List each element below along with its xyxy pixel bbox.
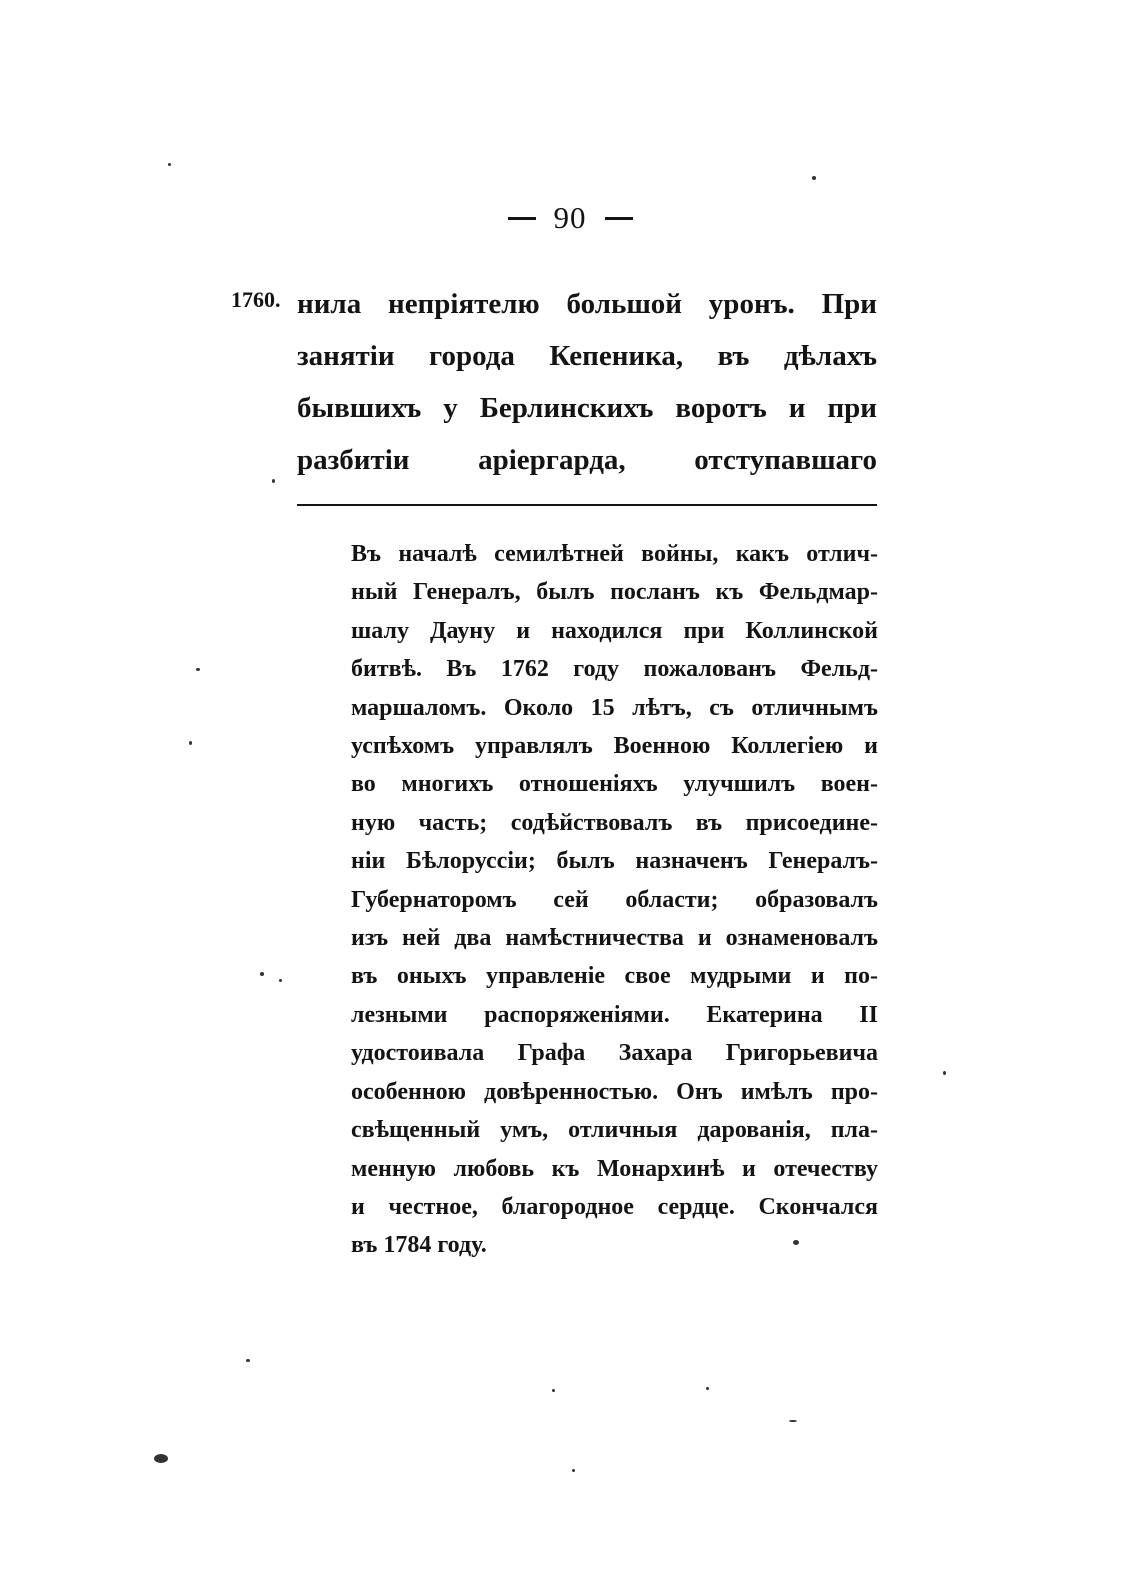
footnote-line: битвѣ. Въ 1762 году пожалованъ Фельд- [351,656,878,683]
scan-speck [789,1420,797,1422]
footnote-line: въ 1784 году. [351,1232,487,1259]
main-text-line: занятіи города Кепеника, въ дѣлахъ [297,340,877,372]
scan-speck [272,479,275,483]
scan-speck [552,1389,555,1392]
main-text-line: нила непріятелю большой уронъ. При [297,288,877,320]
main-text-line: бывшихъ у Берлинскихъ воротъ и при [297,392,877,424]
header-dash-right [605,217,633,220]
main-text-line: разбитіи аріергарда, отступавшаго [297,444,877,476]
scan-speck [706,1387,709,1390]
scan-speck [189,741,192,745]
scan-speck [196,668,200,671]
footnote-line: успѣхомъ управлялъ Военною Коллегіею и [351,733,878,760]
footnote-line: ный Генералъ, былъ посланъ къ Фельдмар- [351,579,878,606]
scan-speck [154,1454,168,1463]
footnote-line: во многихъ отношеніяхъ улучшилъ воен- [351,771,878,798]
footnote-line: свѣщенный умъ, отличныя дарованія, пла- [351,1117,878,1144]
scan-speck [246,1359,250,1362]
footnote-line: ніи Бѣлоруссіи; былъ назначенъ Генералъ- [351,848,878,875]
margin-year-note: 1760. [231,287,281,312]
footnote-line: и честное, благородное сердце. Скончался [351,1193,878,1220]
page-number: 90 [553,200,587,235]
footnote-line: въ оныхъ управленіе свое мудрыми и по- [351,963,878,990]
footnote [351,535,878,1265]
scan-speck [812,176,816,180]
footnote-line: удостоивала Графа Захара Григорьевича [351,1040,878,1067]
footnote-line: Въ началѣ семилѣтней войны, какъ отлич- [351,541,878,567]
footnote-line: шалу Дауну и находился при Коллинской [351,617,878,644]
main-text [297,278,877,486]
footnote-line: Губернаторомъ сей области; образовалъ [351,886,878,913]
footnote-line: изъ ней два намѣстничества и ознаменовалъ [351,925,878,952]
footnote-line: ную часть; содѣйствовалъ въ присоедине- [351,809,878,836]
scan-speck [943,1071,946,1075]
footnote-line: менную любовь къ Монархинѣ и отечеству [351,1155,878,1182]
scan-speck [793,1240,799,1245]
footnote-separator-rule [297,504,877,506]
footnote-line: маршаломъ. Около 15 лѣтъ, съ отличнымъ [351,694,878,721]
scan-speck [279,979,282,982]
footnote-line: особенною довѣренностью. Онъ имѣлъ про- [351,1078,878,1105]
footnote-line: лезными распоряженіями. Екатерина II [351,1001,878,1028]
scan-speck [168,163,171,166]
scan-speck [260,972,264,976]
page-header [0,200,1140,236]
scan-speck [572,1469,575,1472]
header-dash-left [508,217,536,220]
